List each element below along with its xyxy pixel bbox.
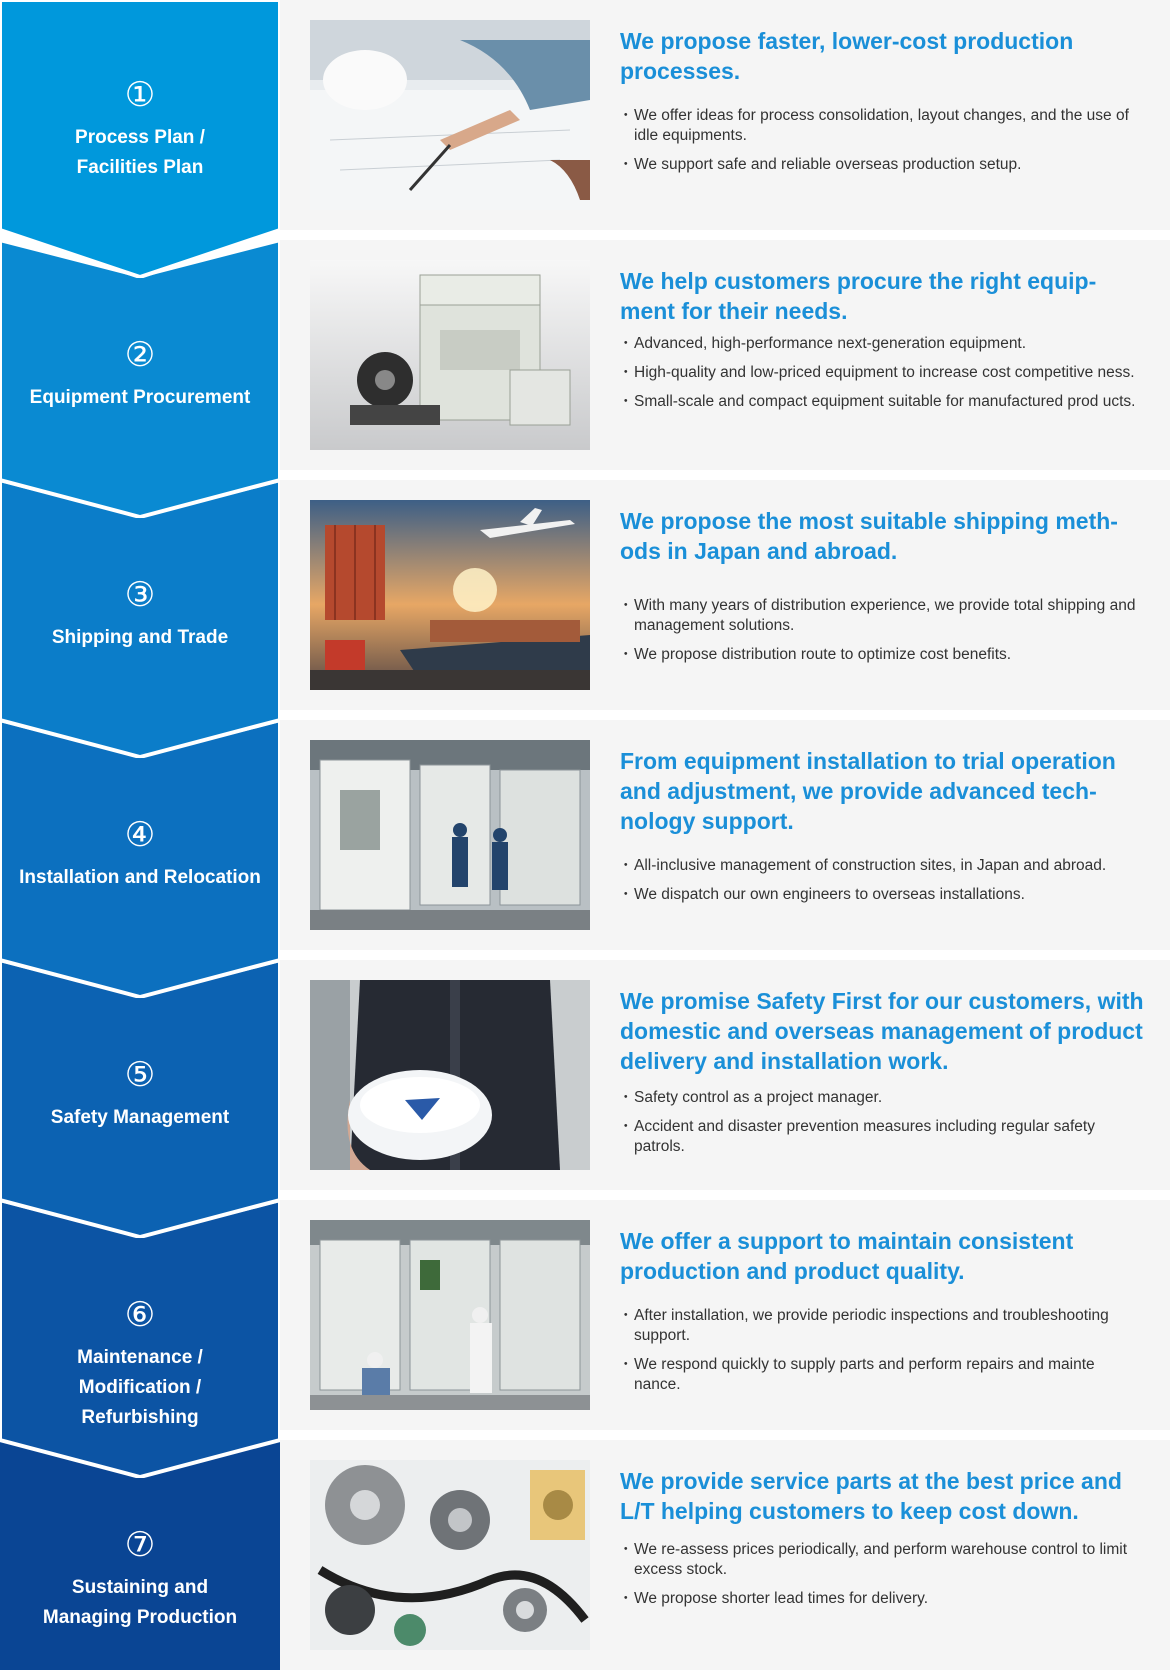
step-bullet-list <box>620 1540 1145 1609</box>
step-description <box>620 746 1145 914</box>
step-bullet-list <box>620 856 1145 905</box>
step-headline: We provide service parts at the best price and L/T helping customers to keep cost down. <box>620 1468 1122 1524</box>
list-item: ・ We propose distribution route to optimize cost benefits. <box>620 645 1145 665</box>
factory-installation-image <box>310 740 590 930</box>
step-content-panel <box>280 1440 1170 1670</box>
step-content-panel <box>280 960 1170 1190</box>
step-content-panel <box>280 0 1170 230</box>
step-title: Shipping and Trade <box>51 627 229 648</box>
step-content-panel <box>280 240 1170 470</box>
step-bullet-list <box>620 1088 1145 1157</box>
step-band-shape <box>0 0 280 277</box>
step-headline: From equipment installation to trial operation and adjustment, we provide advanced tech-nology support. <box>620 748 1116 834</box>
step-headline: We offer a support to maintain consistent production and product quality. <box>620 1228 1074 1284</box>
list-item: ・ Accident and disaster prevention measures including regular safety patrols. <box>620 1117 1145 1157</box>
step-band-shape <box>0 720 280 997</box>
list-item: ・ With many years of distribution experience, we provide total shipping and management solutions. <box>620 596 1145 636</box>
step-description <box>620 1466 1145 1618</box>
step-title: Safety Management <box>50 1107 230 1128</box>
worker-with-helmet-image <box>310 980 590 1170</box>
step-number: ⑥ <box>124 1296 156 1334</box>
step-band-3 <box>0 480 280 758</box>
list-item: ・ High-quality and low-priced equipment to increase cost competitive ness. <box>620 363 1145 383</box>
step-content-panel <box>280 480 1170 710</box>
step-description <box>620 26 1145 184</box>
step-bullet-list <box>620 106 1145 175</box>
step-content-panel <box>280 1200 1170 1430</box>
step-number: ① <box>124 76 156 114</box>
list-item: ・ We respond quickly to supply parts and perform repairs and mainte nance. <box>620 1355 1145 1395</box>
step-band-shape <box>0 960 280 1237</box>
step-content-panel <box>280 720 1170 950</box>
step-band-shape <box>0 1200 280 1477</box>
list-item: ・ All-inclusive management of construction sites, in Japan and abroad. <box>620 856 1145 876</box>
list-item: ・ We propose shorter lead times for delivery. <box>620 1589 1145 1609</box>
step-headline: We help customers procure the right equip-ment for their needs. <box>620 268 1097 324</box>
step-description <box>620 266 1145 421</box>
list-item: ・ We offer ideas for process consolidation, layout changes, and the use of idle equipments. <box>620 106 1145 146</box>
list-item: ・ Safety control as a project manager. <box>620 1088 1145 1108</box>
step-number: ④ <box>124 816 156 854</box>
list-item: ・ Advanced, high-performance next-generation equipment. <box>620 334 1145 354</box>
auto-parts-image <box>310 1460 590 1650</box>
list-item: ・ We re-assess prices periodically, and perform warehouse control to limit excess stock. <box>620 1540 1145 1580</box>
engineers-drawing-plans-image <box>310 20 590 210</box>
list-item: ・ We dispatch our own engineers to overseas installations. <box>620 885 1145 905</box>
step-bullet-list <box>620 334 1145 412</box>
list-item: ・ After installation, we provide periodic inspections and troubleshooting support. <box>620 1306 1145 1346</box>
cargo-ship-airplane-image <box>310 500 590 690</box>
step-title: Maintenance / Modification / Refurbishing <box>77 1347 203 1428</box>
step-headline: We promise Safety First for our customers, with domestic and overseas management of product delivery and installation work. <box>620 988 1144 1074</box>
step-band-4 <box>0 720 280 998</box>
step-title: Installation and Relocation <box>19 867 261 888</box>
step-title: Sustaining and Managing Production <box>42 1577 238 1628</box>
step-description <box>620 506 1145 674</box>
press-machine-image <box>310 260 590 450</box>
step-headline: We propose the most suitable shipping meth-ods in Japan and abroad. <box>620 508 1118 564</box>
step-number: ⑤ <box>124 1056 156 1094</box>
step-number: ③ <box>124 576 156 614</box>
step-band-1 <box>0 0 280 278</box>
step-description <box>620 1226 1145 1404</box>
step-title: Equipment Procurement <box>29 387 251 408</box>
step-bullet-list <box>620 1306 1145 1395</box>
step-description <box>620 986 1145 1166</box>
step-number: ⑦ <box>124 1526 156 1564</box>
list-item: ・ We support safe and reliable overseas production setup. <box>620 155 1145 175</box>
step-bullet-list <box>620 596 1145 665</box>
step-headline: We propose faster, lower-cost production processes. <box>620 28 1074 84</box>
step-title: Process Plan / Facilities Plan <box>75 127 205 178</box>
maintenance-workers-image <box>310 1220 590 1410</box>
step-number: ② <box>124 336 156 374</box>
step-band-shape <box>0 240 280 517</box>
step-band-shape <box>0 480 280 757</box>
step-band-6 <box>0 1200 280 1478</box>
step-band-2 <box>0 240 280 518</box>
step-band-5 <box>0 960 280 1238</box>
list-item: ・ Small-scale and compact equipment suitable for manufactured prod ucts. <box>620 392 1145 412</box>
